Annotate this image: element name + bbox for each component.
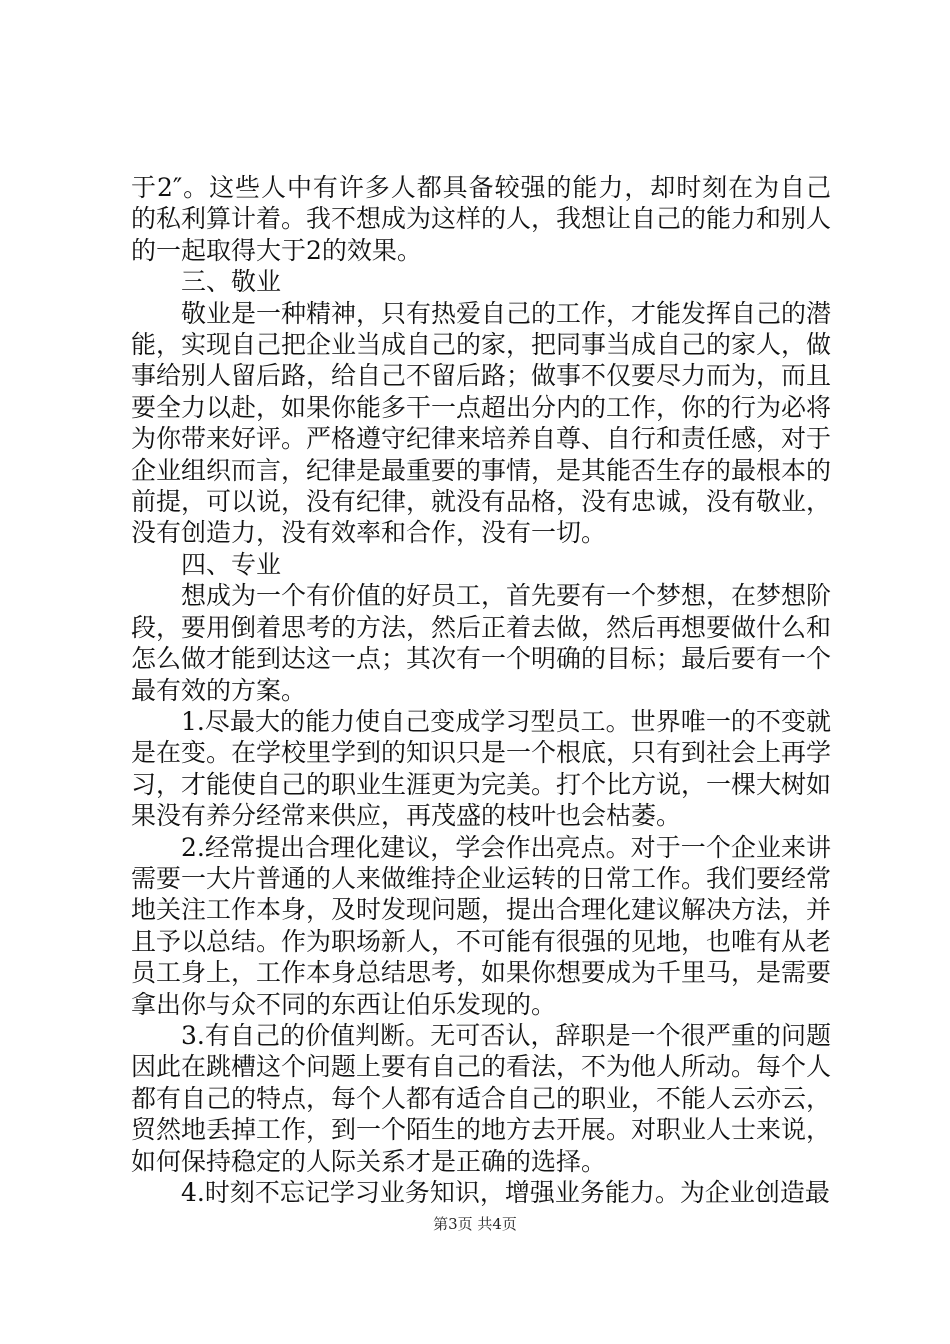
paragraph-professional-intro: 想成为一个有价值的好员工，首先要有一个梦想，在梦想阶段，要用倒着思考的方法，然后正着去做，然后再想要做什么和怎么做才能到达这一点；其次有一个明确的目标；最后要有一个最有效的方案。 xyxy=(131,581,832,705)
list-item-1: 1.尽最大的能力使自己变成学习型员工。世界唯一的不变就是在变。在学校里学到的知识只是一个根底，只有到社会上再学习，才能使自己的职业生涯更为完美。打个比方说，一棵大树如果没有养分经常来供应，再茂盛的枝叶也会枯萎。 xyxy=(131,706,832,831)
list-item-2: 2.经常提出合理化建议，学会作出亮点。对于一个企业来讲需要一大片普通的人来做维持企业运转的日常工作。我们要经常地关注工作本身，及时发现问题，提出合理化建议解决方法，并且予以总结。作为职场新人，不可能有很强的见地，也唯有从老员工身上，工作本身总结思考，如果你想要成为千里马，是需要拿出你与众不同的东西让伯乐发现的。 xyxy=(131,832,832,1019)
list-item-3: 3.有自己的价值判断。无可否认，辞职是一个很严重的问题因此在跳槽这个问题上要有自己的看法，不为他人所动。每个人都有自己的特点，每个人都有适合自己的职业，不能人云亦云，贸然地丢掉工作，到一个陌生的地方去开展。对职业人士来说，如何保持稳定的人际关系才是正确的选择。 xyxy=(131,1020,832,1176)
document-body xyxy=(131,172,831,1208)
section-heading-dedication: 三、敬业 xyxy=(181,267,282,297)
list-item-4: 4.时刻不忘记学习业务知识，增强业务能力。为企业创造最 xyxy=(181,1178,830,1207)
paragraph-continuation: 于2″。这些人中有许多人都具备较强的能力，却时刻在为自己的私利算计着。我不想成为这样的人，我想让自己的能力和别人的一起取得大于2的效果。 xyxy=(131,173,832,265)
page-number-label: 第3页 共4页 xyxy=(433,1215,517,1233)
section-heading-professional: 四、专业 xyxy=(181,549,282,579)
paragraph-dedication: 敬业是一种精神，只有热爱自己的工作，才能发挥自己的潜能，实现自己把企业当成自己的家，把同事当成自己的家人，做事给别人留后路，给自己不留后路；做事不仅要尽力而为，而且要全力以赴，如果你能多干一点超出分内的工作，你的行为必将为你带来好评。严格遵守纪律来培养自尊、自行和责任感，对于企业组织而言，纪律是最重要的事情，是其能否生存的最根本的前提，可以说，没有纪律，就没有品格，没有忠诚，没有敬业，没有创造力，没有效率和合作，没有一切。 xyxy=(131,298,832,548)
page-footer xyxy=(0,1214,950,1234)
